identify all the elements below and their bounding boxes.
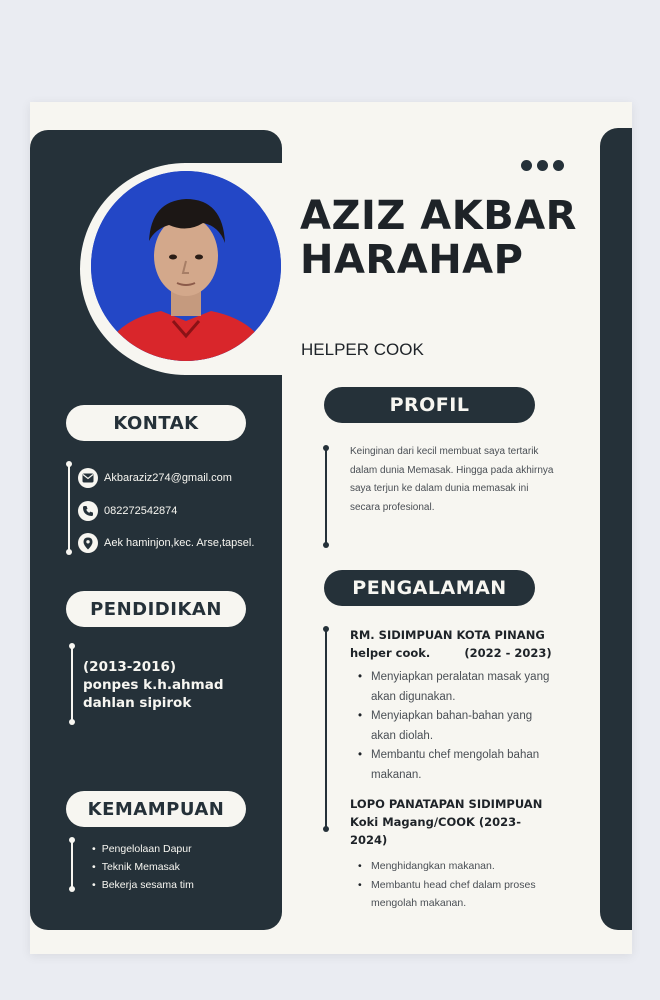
job-1-position-row: [350, 644, 560, 662]
contact-address: [78, 533, 254, 553]
job-2-header: [350, 795, 560, 849]
task-item: • Membantu head chef dalam proses mengolah makanan.: [358, 876, 558, 913]
experience-timeline: [325, 628, 327, 830]
address-text: Aek haminjon,kec. Arse,tapsel.: [104, 537, 255, 549]
skills-heading: KEMAMPUAN: [66, 791, 246, 827]
job-1-period: (2022 - 2023): [464, 646, 552, 660]
task-item: • Menyiapkan bahan-bahan yang akan diolah.: [358, 707, 558, 746]
job-1-header: [350, 626, 560, 662]
profile-heading: PROFIL: [324, 387, 535, 423]
task-item: • Menghidangkan makanan.: [358, 857, 558, 876]
education-timeline: [71, 645, 73, 723]
job-2-place: LOPO PANATAPAN SIDIMPUAN: [350, 797, 543, 811]
skill-item: • Pengelolaan Dapur: [92, 840, 194, 858]
more-dots-icon: [521, 160, 564, 171]
education-school-line2: dahlan sipirok: [83, 695, 192, 711]
job-role: HELPER COOK: [301, 340, 424, 359]
skills-list: [92, 840, 194, 894]
task-item: • Menyiapkan peralatan masak yang akan digunakan.: [358, 668, 558, 707]
education-years: (2013-2016): [83, 659, 177, 675]
phone-icon: [78, 501, 98, 521]
job-2-position-line2: 2024): [350, 833, 388, 847]
skill-item: • Teknik Memasak: [92, 858, 194, 876]
contact-heading: KONTAK: [66, 405, 246, 441]
phone-text: 082272542874: [104, 505, 178, 517]
profile-timeline: [325, 447, 327, 546]
contact-email: [78, 468, 232, 488]
experience-heading: PENGALAMAN: [324, 570, 535, 606]
contact-phone: [78, 501, 177, 521]
email-icon: [78, 468, 98, 488]
skills-timeline: [71, 839, 73, 890]
email-text: Akbaraziz274@gmail.com: [104, 472, 232, 484]
education-heading: PENDIDIKAN: [66, 591, 246, 627]
job-1-place: RM. SIDIMPUAN KOTA PINANG: [350, 628, 545, 642]
job-1-position: helper cook.: [350, 646, 431, 660]
profile-photo: [91, 171, 281, 361]
right-accent-strip: [600, 128, 632, 930]
contact-timeline: [68, 463, 70, 553]
job-2-position-line1: Koki Magang/COOK (2023-: [350, 815, 521, 829]
location-icon: [78, 533, 98, 553]
education-school-line1: ponpes k.h.ahmad: [83, 677, 224, 693]
full-name: AZIZ AKBAR HARAHAP: [300, 193, 577, 283]
skill-item: • Bekerja sesama tim: [92, 876, 194, 894]
task-item: • Membantu chef mengolah bahan makanan.: [358, 746, 558, 785]
education-entry: [83, 658, 273, 712]
profile-text: Keinginan dari kecil membuat saya tertarik dalam dunia Memasak. Hingga pada akhirnya saya terjun ke dalam dunia memasak ini secara profesional.: [350, 446, 554, 513]
job-2-tasks: [358, 857, 558, 913]
job-1-tasks: [358, 668, 558, 785]
